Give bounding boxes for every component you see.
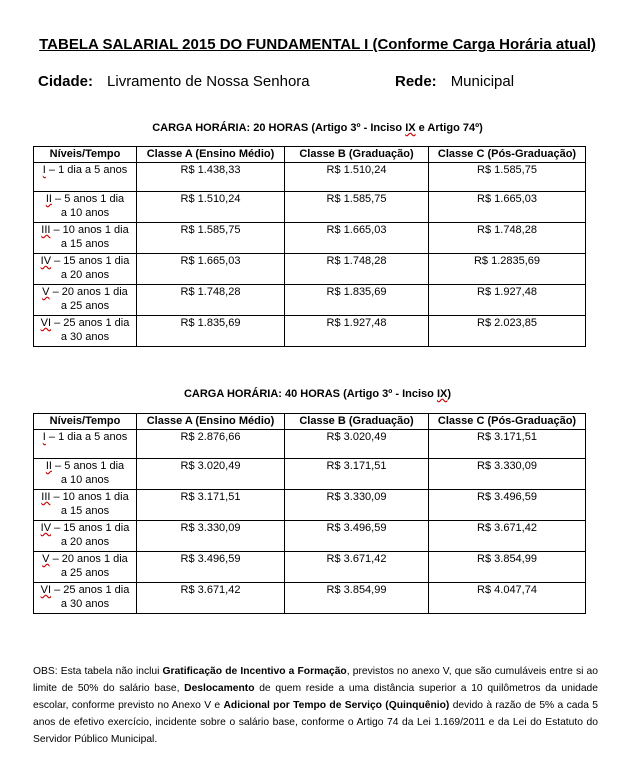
classe-a-value: R$ 3.171,51 [137, 490, 285, 521]
table-row [34, 490, 586, 521]
level-numeral: IV [40, 255, 52, 267]
classe-b-value: R$ 1.835,69 [285, 285, 429, 316]
level-numeral: V [42, 286, 50, 298]
level-numeral: I [42, 164, 46, 176]
classe-a-value: R$ 1.665,03 [137, 254, 285, 285]
classe-c-value: R$ 3.330,09 [429, 459, 586, 490]
classe-c-value: R$ 1.927,48 [429, 285, 586, 316]
level-range-cont: a 15 anos [60, 238, 110, 250]
level-cell [34, 285, 137, 316]
level-range-cont: a 10 anos [60, 207, 110, 219]
level-range: – 15 anos 1 dia [51, 255, 130, 267]
salary-table-20h [33, 146, 586, 347]
level-numeral: III [41, 224, 51, 236]
level-range: – 20 anos 1 dia [49, 286, 128, 298]
level-range-cont: a 20 anos [60, 536, 110, 548]
table-row [34, 254, 586, 285]
classe-b-value: R$ 1.510,24 [285, 163, 429, 192]
classe-a-value: R$ 1.835,69 [137, 316, 285, 347]
level-numeral: IV [40, 522, 52, 534]
classe-c-value: R$ 1.2835,69 [429, 254, 586, 285]
cidade-label: Cidade: [38, 73, 94, 90]
level-range-cont: a 30 anos [60, 331, 110, 343]
classe-c-value: R$ 1.665,03 [429, 192, 586, 223]
level-range: – 25 anos 1 dia [51, 317, 130, 329]
level-cell [34, 192, 137, 223]
header-classe-b: Classe B (Graduação) [285, 147, 429, 163]
table-header-row [34, 414, 586, 430]
table-row [34, 521, 586, 552]
level-range: – 1 dia a 5 anos [45, 431, 128, 443]
classe-a-value: R$ 1.585,75 [137, 223, 285, 254]
rede-value: Municipal [450, 73, 515, 90]
level-range-cont: a 25 anos [60, 567, 110, 579]
rede-label: Rede: [395, 73, 437, 90]
obs-bold: Deslocamento [184, 683, 255, 694]
table-header-row [34, 147, 586, 163]
classe-c-value: R$ 2.023,85 [429, 316, 586, 347]
table-row [34, 552, 586, 583]
header-classe-a: Classe A (Ensino Médio) [137, 414, 285, 430]
level-numeral: I [42, 431, 46, 443]
rede-line [395, 73, 514, 90]
level-cell [34, 459, 137, 490]
classe-b-value: R$ 3.171,51 [285, 459, 429, 490]
classe-b-value: R$ 1.748,28 [285, 254, 429, 285]
level-range: – 20 anos 1 dia [49, 553, 128, 565]
level-numeral: VI [40, 317, 52, 329]
level-range: – 5 anos 1 dia [51, 193, 125, 205]
level-numeral: VI [40, 584, 52, 596]
table-row [34, 316, 586, 347]
level-cell [34, 316, 137, 347]
classe-b-value: R$ 1.927,48 [285, 316, 429, 347]
carga-text-end: ) [447, 388, 452, 400]
level-range: – 10 anos 1 dia [50, 491, 129, 503]
level-cell [34, 223, 137, 254]
level-cell [34, 163, 137, 192]
level-cell [34, 430, 137, 459]
level-range-cont: a 15 anos [60, 505, 110, 517]
classe-a-value: R$ 3.020,49 [137, 459, 285, 490]
level-range: – 25 anos 1 dia [51, 584, 130, 596]
observation-note [33, 663, 598, 748]
classe-b-value: R$ 3.330,09 [285, 490, 429, 521]
carga-inciso: IX [436, 388, 448, 400]
obs-text: devido à razão de 5% a cada 5 anos de efetivo exercício, incidente sobre o salário base, conforme o Artigo 74 da Lei 1.169/2011 e da Lei do Estatuto do Servidor Público Municipal. [33, 700, 598, 745]
document-title: TABELA SALARIAL 2015 DO FUNDAMENTAL I (Conforme Carga Horária atual) [39, 36, 596, 53]
classe-a-value: R$ 1.748,28 [137, 285, 285, 316]
header-classe-a: Classe A (Ensino Médio) [137, 147, 285, 163]
table-row [34, 583, 586, 614]
salary-table-40h [33, 413, 586, 614]
classe-c-value: R$ 4.047,74 [429, 583, 586, 614]
classe-a-value: R$ 1.438,33 [137, 163, 285, 192]
obs-text: OBS: Esta tabela não inclui [33, 666, 163, 677]
header-classe-b: Classe B (Graduação) [285, 414, 429, 430]
cidade-value: Livramento de Nossa Senhora [107, 73, 310, 90]
carga-horaria-40-heading [0, 388, 635, 400]
level-range: – 15 anos 1 dia [51, 522, 130, 534]
table-row [34, 163, 586, 192]
level-numeral: III [41, 491, 51, 503]
header-niveis: Níveis/Tempo [34, 414, 137, 430]
carga-text-end: e Artigo 74º) [415, 122, 483, 134]
table-row [34, 430, 586, 459]
table-row [34, 285, 586, 316]
classe-b-value: R$ 3.854,99 [285, 583, 429, 614]
level-cell [34, 490, 137, 521]
level-cell [34, 552, 137, 583]
carga-inciso: IX [405, 122, 416, 134]
level-numeral: II [45, 460, 52, 472]
header-niveis: Níveis/Tempo [34, 147, 137, 163]
header-classe-c: Classe C (Pós-Graduação) [429, 147, 586, 163]
classe-c-value: R$ 3.854,99 [429, 552, 586, 583]
level-range-cont: a 30 anos [60, 598, 110, 610]
level-numeral: II [45, 193, 52, 205]
level-range: – 5 anos 1 dia [51, 460, 125, 472]
obs-bold: Gratificação de Incentivo a Formação [162, 666, 347, 677]
level-range-cont: a 20 anos [60, 269, 110, 281]
level-cell [34, 521, 137, 552]
classe-a-value: R$ 3.496,59 [137, 552, 285, 583]
classe-c-value: R$ 3.496,59 [429, 490, 586, 521]
level-range-cont: a 25 anos [60, 300, 110, 312]
classe-b-value: R$ 3.671,42 [285, 552, 429, 583]
table-row [34, 223, 586, 254]
classe-a-value: R$ 2.876,66 [137, 430, 285, 459]
obs-text: de quem reside a uma distância superior a 10 quilômetros da unidade escolar, conforme previsto no Anexo V e [33, 683, 599, 711]
obs-text: , previstos no anexo V, que são cumuláveis entre si ao limite de 50% do salário base, [33, 666, 598, 694]
classe-b-value: R$ 1.585,75 [285, 192, 429, 223]
level-cell [34, 583, 137, 614]
classe-c-value: R$ 3.671,42 [429, 521, 586, 552]
classe-b-value: R$ 1.665,03 [285, 223, 429, 254]
header-classe-c: Classe C (Pós-Graduação) [429, 414, 586, 430]
carga-text: CARGA HORÁRIA: 40 HORAS (Artigo 3º - Inciso [183, 388, 437, 400]
carga-horaria-20-heading [0, 122, 635, 134]
carga-text: CARGA HORÁRIA: 20 HORAS (Artigo 3º - Inciso [152, 122, 406, 134]
classe-c-value: R$ 3.171,51 [429, 430, 586, 459]
classe-c-value: R$ 1.585,75 [429, 163, 586, 192]
table-row [34, 459, 586, 490]
classe-a-value: R$ 3.330,09 [137, 521, 285, 552]
level-cell [34, 254, 137, 285]
level-range: – 10 anos 1 dia [50, 224, 129, 236]
obs-bold: Adicional por Tempo de Serviço (Quinquênio) [223, 700, 450, 711]
classe-b-value: R$ 3.496,59 [285, 521, 429, 552]
level-range-cont: a 10 anos [60, 474, 110, 486]
cidade-line [38, 73, 310, 90]
classe-c-value: R$ 1.748,28 [429, 223, 586, 254]
level-numeral: V [42, 553, 50, 565]
classe-a-value: R$ 1.510,24 [137, 192, 285, 223]
level-range: – 1 dia a 5 anos [45, 164, 128, 176]
classe-b-value: R$ 3.020,49 [285, 430, 429, 459]
classe-a-value: R$ 3.671,42 [137, 583, 285, 614]
table-row [34, 192, 586, 223]
